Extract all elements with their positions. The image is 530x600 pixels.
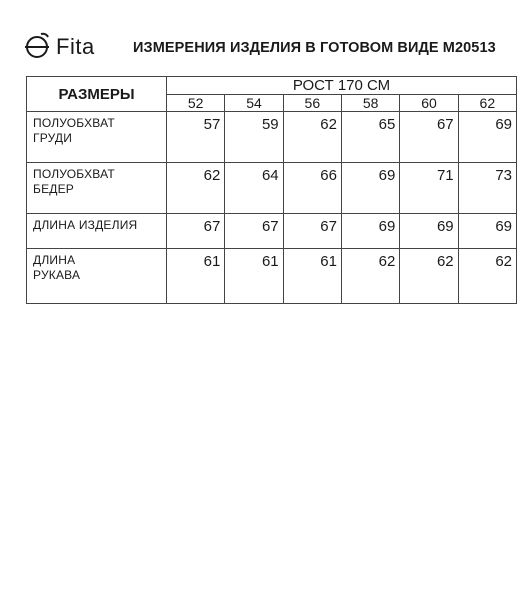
measurement-cell: 61 <box>225 249 283 304</box>
measurement-cell: 69 <box>400 214 458 249</box>
measurement-cell: 71 <box>400 163 458 214</box>
measurement-cell: 65 <box>341 112 399 163</box>
size-header-cell: 62 <box>458 95 516 112</box>
brand-logo <box>24 30 116 64</box>
row-label <box>27 163 167 214</box>
size-table <box>26 76 517 304</box>
measurement-cell: 62 <box>283 112 341 163</box>
measurement-cell: 64 <box>225 163 283 214</box>
brand-name: Fita <box>56 34 95 59</box>
size-header-cell: 54 <box>225 95 283 112</box>
measurement-cell: 69 <box>458 112 516 163</box>
row-label-line: ПОЛУОБХВАТ <box>33 116 115 130</box>
measurement-cell: 62 <box>341 249 399 304</box>
table-row <box>27 214 517 249</box>
measurement-cell: 69 <box>341 163 399 214</box>
measurement-cell: 66 <box>283 163 341 214</box>
size-header-cell: 58 <box>341 95 399 112</box>
measurement-cell: 67 <box>225 214 283 249</box>
row-label-line: ДЛИНА <box>33 253 76 267</box>
row-label <box>27 249 167 304</box>
size-header-cell: 52 <box>167 95 225 112</box>
row-label <box>27 214 167 249</box>
table-row <box>27 163 517 214</box>
measurement-cell: 69 <box>341 214 399 249</box>
row-label-line: БЕДЕР <box>33 182 75 196</box>
measurement-cell: 69 <box>458 214 516 249</box>
table-row <box>27 112 517 163</box>
row-label-line: ДЛИНА ИЗДЕЛИЯ <box>33 218 138 232</box>
measurement-cell: 62 <box>167 163 225 214</box>
measurement-cell: 67 <box>167 214 225 249</box>
measurement-cell: 67 <box>283 214 341 249</box>
measurement-cell: 62 <box>458 249 516 304</box>
page-title: ИЗМЕРЕНИЯ ИЗДЕЛИЯ В ГОТОВОМ ВИДЕ М20513 <box>133 40 496 56</box>
table-row <box>27 249 517 304</box>
measurement-cell: 59 <box>225 112 283 163</box>
measurement-cell: 73 <box>458 163 516 214</box>
measurement-cell: 57 <box>167 112 225 163</box>
row-label-line: РУКАВА <box>33 268 81 282</box>
row-label-line: ПОЛУОБХВАТ <box>33 167 115 181</box>
height-header: РОСТ 170 СМ <box>167 77 517 95</box>
measurement-cell: 67 <box>400 112 458 163</box>
size-header-cell: 56 <box>283 95 341 112</box>
row-label <box>27 112 167 163</box>
measurement-cell: 61 <box>283 249 341 304</box>
size-header-cell: 60 <box>400 95 458 112</box>
sizes-header: РАЗМЕРЫ <box>27 77 167 112</box>
fita-monogram-icon <box>24 32 52 60</box>
measurement-cell: 62 <box>400 249 458 304</box>
row-label-line: ГРУДИ <box>33 131 73 145</box>
measurement-cell: 61 <box>167 249 225 304</box>
